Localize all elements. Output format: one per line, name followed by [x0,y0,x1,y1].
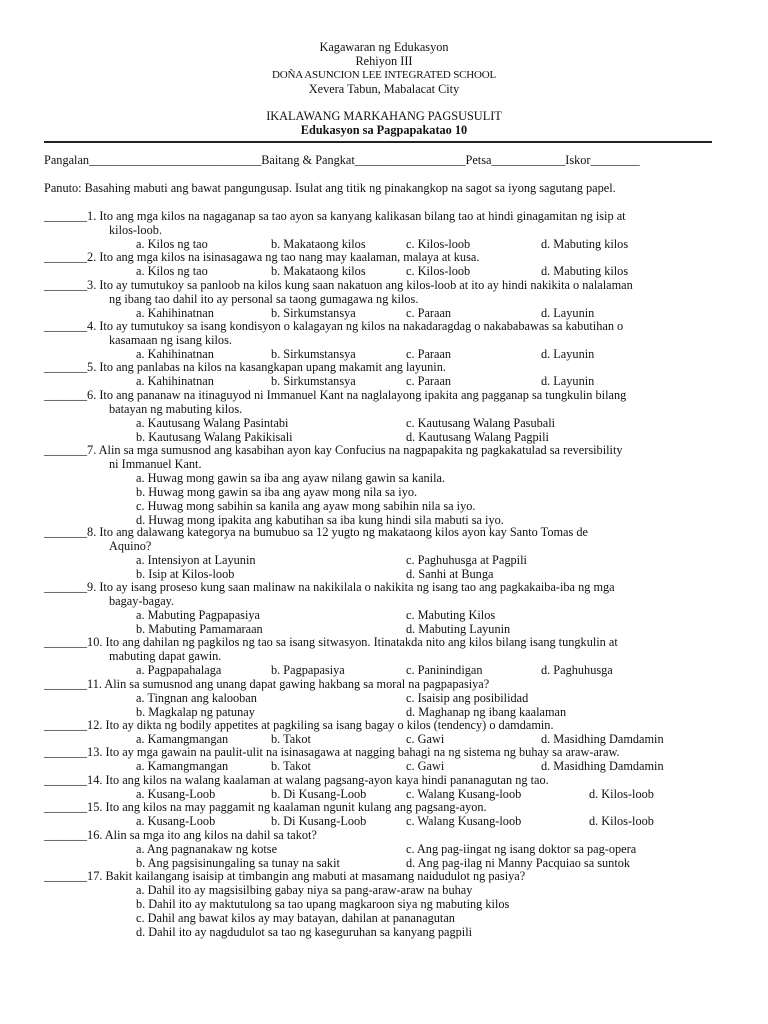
header-divider [44,141,712,143]
answer-choice: c. Huwag mong sabihin sa kanila ang ayaw mong sabihin nila sa iyo. [136,498,476,513]
answer-choice: a. Tingnan ang kalooban [136,690,257,705]
answer-choices [44,787,724,801]
answer-choice: c. Paghuhusga at Pagpili [406,553,527,568]
question-text-continued: ni Immanuel Kant. [109,456,202,471]
question-text: _______13. Ito ay mga gawain na paulit-ulit na isinasagawa at nagging bahagi na ng sistema ng buhay sa araw-araw. [44,745,620,760]
answer-choice: c. Walang Kusang-loob [406,814,522,829]
school-name: DOÑA ASUNCION LEE INTEGRATED SCHOOL [272,69,496,81]
answer-choices [44,347,724,361]
answer-choices-row [44,622,724,636]
answer-choices-row [44,842,724,856]
answer-choice: d. Ang pag-ilag ni Manny Pacquiao sa suntok [406,855,631,870]
question-text: _______7. Alin sa mga sumusnod ang kasabihan ayon kay Confucius na nagpapakita ng pagkakatulad sa reversibility [44,442,623,457]
answer-choice: c. Mabuting Kilos [406,608,496,623]
answer-choice: d. Huwag mong ipakita ang kabutihan sa iba kung hindi sila mabuti sa iyo. [136,512,504,527]
answer-choice: b. Di Kusang-Loob [271,814,367,829]
answer-choices-row [44,608,724,622]
answer-choice: c. Dahil ang bawat kilos ay may batayan, dahilan at pananagutan [136,911,455,925]
school-header [0,40,768,96]
answer-choice: a. Kamangmangan [136,731,229,746]
answer-choices [44,759,724,773]
answer-choice: a. Intensiyon at Layunin [136,553,256,568]
department-name: Kagawaran ng Edukasyon [319,40,449,54]
answer-choices [44,237,724,251]
answer-choices-row [44,856,724,870]
answer-choice: d. Layunin [541,305,595,320]
question-text: _______3. Ito ay tumutukoy sa panloob na kilos kung saan nakatuon ang kilos-loob at ito ay hindi nakikita o nalalaman [44,277,633,292]
answer-choices [44,663,724,677]
question-item [44,745,724,773]
region-name: Rehiyon III [355,54,413,68]
answer-choice: a. Kautusang Walang Pasintabi [136,415,289,430]
answer-choice: c. Paraan [406,305,452,320]
question-text-continued: Aquino? [109,539,152,554]
answer-choice: b. Huwag mong gawin sa iba ang ayaw mong nila sa iyo. [136,484,418,499]
question-text: _______5. Ito ang panlabas na kilos na kasangkapan upang makamit ang layunin. [44,360,446,375]
answer-choice: d. Sanhi at Bunga [406,567,494,582]
answer-choice: c. Paraan [406,347,452,361]
question-text-continued: batayan ng mabuting kilos. [109,401,243,416]
answer-choice: b. Makataong kilos [271,264,366,279]
exam-title: IKALAWANG MARKAHANG PAGSUSULIT [266,109,502,123]
answer-choice: d. Mabuting kilos [541,264,629,279]
answer-choice: b. Makataong kilos [271,237,366,251]
question-item [44,869,724,939]
question-item [44,525,724,581]
answer-choices-row [44,705,724,719]
question-item [44,677,724,719]
answer-choice: a. Kilos ng tao [136,264,208,279]
answer-choice: c. Gawi [406,759,445,774]
answer-choice: b. Takot [271,731,311,746]
answer-choices-row [44,430,724,444]
question-item [44,635,724,677]
answer-choices [44,814,724,828]
school-address: Xevera Tabun, Mabalacat City [308,82,460,96]
answer-choice: a. Kahihinatnan [136,347,214,361]
question-text: _______12. Ito ay dikta ng bodily appetites at pagkiling sa isang bagay o kilos (tendency) o damdamin. [44,717,554,732]
answer-choice: c. Ang pag-iingat ng isang doktor sa pag-opera [406,841,637,856]
question-item [44,443,724,527]
subject-title [0,123,768,137]
answer-choice: b. Mabuting Pamamaraan [136,622,263,637]
question-item [44,580,724,636]
question-item [44,773,724,801]
instructions: Panuto: Basahing mabuti ang bawat pangungusap. Isulat ang titik ng pinakangkop na sagot sa iyong sagutang papel. [44,181,616,195]
answer-choices [44,732,724,746]
answer-choice: a. Dahil ito ay magsisilbing gabay niya sa pang-araw-araw na buhay [136,883,473,897]
answer-choice: a. Kahihinatnan [136,374,214,389]
answer-choices [44,306,724,320]
question-item [44,800,724,828]
answer-choice: d. Masidhing Damdamin [541,731,664,746]
question-text: _______15. Ito ang kilos na may paggamit ng kaalaman ngunit kulang ang pagsang-ayon. [44,800,487,815]
subject-text: Edukasyon sa Pagpapakatao 10 [300,123,468,137]
question-text-continued: bagay-bagay. [109,594,175,609]
answer-choice: b. Magkalap ng patunay [136,704,255,719]
exam-heading [0,109,768,137]
question-text: _______10. Ito ang dahilan ng pagkilos ng tao sa isang sitwasyon. Itinatakda nito ang kilos bilang isang tungkulin at [44,635,618,650]
answer-choice: d. Maghanap ng ibang kaalaman [406,704,567,719]
answer-choice: b. Sirkumstansya [271,347,356,361]
question-item [44,209,724,251]
question-text-continued: ng ibang tao dahil ito ay personal sa taong gumagawa ng kilos. [109,291,419,306]
question-item [44,319,724,361]
answer-choices-row [44,567,724,581]
question-text: _______16. Alin sa mga ito ang kilos na dahil sa takot? [44,827,317,842]
answer-choice: b. Dahil ito ay maktutulong sa tao upang magkaroon siya ng mabuting kilos [136,897,510,911]
answer-choice: c. Paraan [406,374,452,389]
question-text-continued: mabuting dapat gawin. [109,649,222,664]
answer-choice: b. Isip at Kilos-loob [136,567,235,582]
answer-choices-row [44,553,724,567]
answer-choice: a. Kilos ng tao [136,237,208,251]
question-item [44,278,724,320]
question-item [44,718,724,746]
answer-choice: c. Gawi [406,731,445,746]
answer-choice: b. Sirkumstansya [271,374,356,389]
answer-choice: c. Paninindigan [406,663,483,678]
answer-choice: d. Paghuhusga [541,663,613,678]
answer-choice: c. Walang Kusang-loob [406,786,522,801]
answer-choice: d. Kautusang Walang Pagpili [406,429,549,444]
answer-choice: d. Mabuting Layunin [406,622,511,637]
answer-choice: d. Layunin [541,374,595,389]
question-text: _______2. Ito ang mga kilos na isinasagawa ng tao nang may kaalaman, malaya at kusa. [44,250,480,265]
answer-choice: b. Di Kusang-Loob [271,786,367,801]
answer-choice: d. Kilos-loob [589,814,654,829]
question-text: _______1. Ito ang mga kilos na nagaganap sa tao ayon sa kanyang kalikasan bilang tao at hindi ginagamitan ng isip at [44,209,626,223]
answer-choice: a. Ang pagnanakaw ng kotse [136,841,278,856]
question-text: _______6. Ito ang pananaw na itinaguyod ni Immanuel Kant na naglalayong ipakita ang pagganap sa tungkulin bilang [44,387,627,402]
answer-choice: a. Kamangmangan [136,759,229,774]
answer-choices [44,264,724,278]
answer-choices [44,374,724,388]
question-text: _______11. Alin sa sumusnod ang unang dapat gawing hakbang sa moral na pagpapasiya? [44,676,490,691]
answer-choices-row [44,691,724,705]
answer-choice: b. Takot [271,759,311,774]
answer-choices-row [44,416,724,430]
question-text-continued: kasamaan ng isang kilos. [109,333,232,347]
answer-choice: c. Kilos-loob [406,237,471,251]
question-text: _______8. Ito ang dalawang kategorya na bumubuo sa 12 yugto ng makataong kilos ayon kay Santo Tomas de [44,525,588,540]
answer-choice: b. Kautusang Walang Pakikisali [136,429,293,444]
answer-choice: a. Huwag mong gawin sa iba ang ayaw nilang gawin sa kanila. [136,470,446,485]
answer-choice: a. Mabuting Pagpapasiya [136,608,260,623]
answer-choice: a. Kusang-Loob [136,786,216,801]
question-text-continued: kilos-loob. [109,223,162,237]
question-item [44,388,724,444]
answer-choice: c. Kilos-loob [406,264,471,279]
question-item [44,828,724,870]
answer-choice: a. Kahihinatnan [136,305,214,320]
answer-choice: a. Pagpapahalaga [136,663,222,678]
question-text: _______17. Bakit kailangang isaisip at timbangin ang mabuti at masamang naidudulot ng pasiya? [44,869,526,883]
answer-choice: b. Ang pagsisinungaling sa tunay na sakit [136,855,340,870]
answer-choice: d. Kilos-loob [589,786,654,801]
answer-choice: d. Dahil ito ay nagdudulot sa tao ng kaseguruhan sa kanyang pagpili [136,925,473,939]
answer-choice: c. Isaisip ang posibilidad [406,690,529,705]
question-text: _______14. Ito ang kilos na walang kaalaman at walang pagsang-ayon kaya hindi pananagutan ng tao. [44,772,549,787]
answer-choice: d. Mabuting kilos [541,237,629,251]
question-item [44,250,724,278]
answer-choice: d. Layunin [541,347,595,361]
question-text: _______9. Ito ay isang proseso kung saan malinaw na nakikilala o nakikita ng isang tao ang pagkakaiba-iba ng mga [44,580,615,595]
answer-choice: c. Kautusang Walang Pasubali [406,415,556,430]
student-info-fields: Pangalan____________________________Baitang & Pangkat__________________Petsa____________Iskor________ [44,153,640,167]
question-item [44,360,724,388]
answer-choice: b. Pagpapasiya [271,663,345,678]
question-text: _______4. Ito ay tumutukoy sa isang kondisyon o kalagayan ng kilos na nakadaragdag o nakababawas sa kabutihan o [44,319,624,333]
answer-choice: b. Sirkumstansya [271,305,356,320]
answer-choice: a. Kusang-Loob [136,814,216,829]
answer-choice: d. Masidhing Damdamin [541,759,664,774]
